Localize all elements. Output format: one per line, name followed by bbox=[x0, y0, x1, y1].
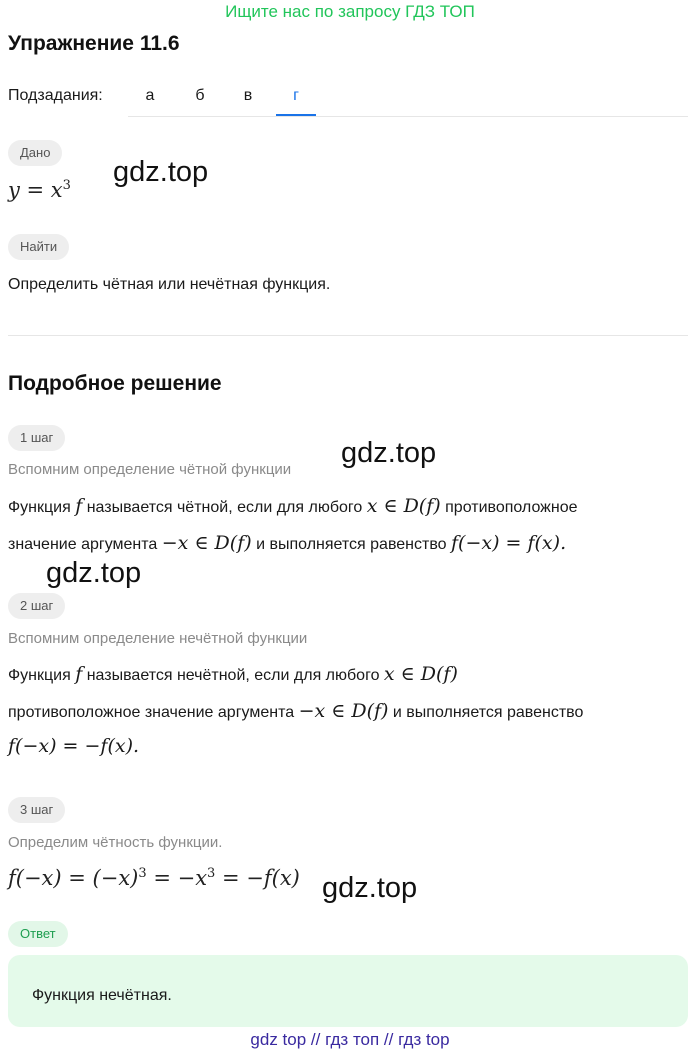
text: противоположное bbox=[445, 499, 578, 516]
find-badge: Найти bbox=[8, 234, 69, 260]
given-badge: Дано bbox=[8, 140, 62, 166]
tab-b[interactable]: б bbox=[195, 87, 205, 104]
formula-part: f(−x) = (−x) bbox=[8, 866, 139, 890]
promo-banner: Ищите нас по запросу ГДЗ ТОП bbox=[225, 2, 475, 21]
solution-title: Подробное решение bbox=[8, 372, 222, 395]
find-text: Определить чётная или нечётная функция. bbox=[8, 276, 331, 293]
given-formula-exponent: 3 bbox=[62, 178, 71, 193]
answer-badge: Ответ bbox=[8, 921, 68, 947]
step-2-hint: Вспомним определение нечётной функции bbox=[8, 630, 308, 647]
step-2-line-2 bbox=[8, 700, 583, 722]
text: противоположное значение аргумента bbox=[8, 704, 295, 721]
text: и выполняется равенство bbox=[256, 536, 447, 553]
watermark: gdz.top bbox=[113, 156, 209, 188]
step-3-formula bbox=[8, 866, 300, 890]
math: x ∈ D(f) bbox=[383, 663, 458, 685]
footer-watermark: gdz top // гдз топ // гдз top bbox=[250, 1030, 450, 1049]
step-1-line-2 bbox=[8, 532, 566, 554]
step-1-line-1 bbox=[8, 495, 578, 517]
math: f bbox=[75, 495, 83, 517]
text: значение аргумента bbox=[8, 536, 158, 553]
given-formula bbox=[8, 178, 71, 202]
step-3-badge: 3 шаг bbox=[8, 797, 65, 823]
active-tab-indicator bbox=[276, 114, 316, 116]
step-2-line-3 bbox=[8, 735, 139, 757]
step-2-badge: 2 шаг bbox=[8, 593, 65, 619]
step-1-badge: 1 шаг bbox=[8, 425, 65, 451]
text: называется нечётной, если для любого bbox=[86, 667, 380, 684]
tab-v[interactable]: в bbox=[243, 87, 253, 104]
formula-exponent: 3 bbox=[138, 866, 147, 881]
math: f bbox=[75, 663, 83, 685]
text: называется чётной, если для любого bbox=[86, 499, 363, 516]
watermark: gdz.top bbox=[341, 437, 437, 469]
text: и выполняется равенство bbox=[392, 704, 584, 721]
math: −x ∈ D(f) bbox=[161, 532, 252, 554]
formula-part: = −f(x) bbox=[215, 866, 300, 890]
step-1-hint: Вспомним определение чётной функции bbox=[8, 461, 292, 478]
watermark: gdz.top bbox=[322, 872, 418, 904]
math: −x ∈ D(f) bbox=[298, 700, 389, 722]
tabs-divider bbox=[128, 116, 688, 117]
text: Функция bbox=[8, 499, 71, 516]
tab-g[interactable]: г bbox=[293, 87, 299, 104]
formula-part: = −x bbox=[146, 866, 208, 890]
formula-exponent: 3 bbox=[207, 866, 216, 881]
watermark: gdz.top bbox=[46, 557, 142, 589]
section-divider bbox=[8, 335, 688, 336]
math: f(−x) = f(x). bbox=[451, 532, 567, 554]
math: x ∈ D(f) bbox=[366, 495, 441, 517]
answer-text: Функция нечётная. bbox=[32, 987, 172, 1004]
given-formula-base: y = x bbox=[8, 178, 63, 202]
step-3-hint: Определим чётность функции. bbox=[8, 834, 223, 851]
step-2-line-1 bbox=[8, 663, 458, 685]
subtasks-label: Подзадания: bbox=[8, 87, 103, 104]
tab-a[interactable]: а bbox=[145, 87, 155, 104]
math: f(−x) = −f(x). bbox=[8, 735, 140, 757]
text: Функция bbox=[8, 667, 71, 684]
page-title: Упражнение 11.6 bbox=[8, 32, 180, 55]
